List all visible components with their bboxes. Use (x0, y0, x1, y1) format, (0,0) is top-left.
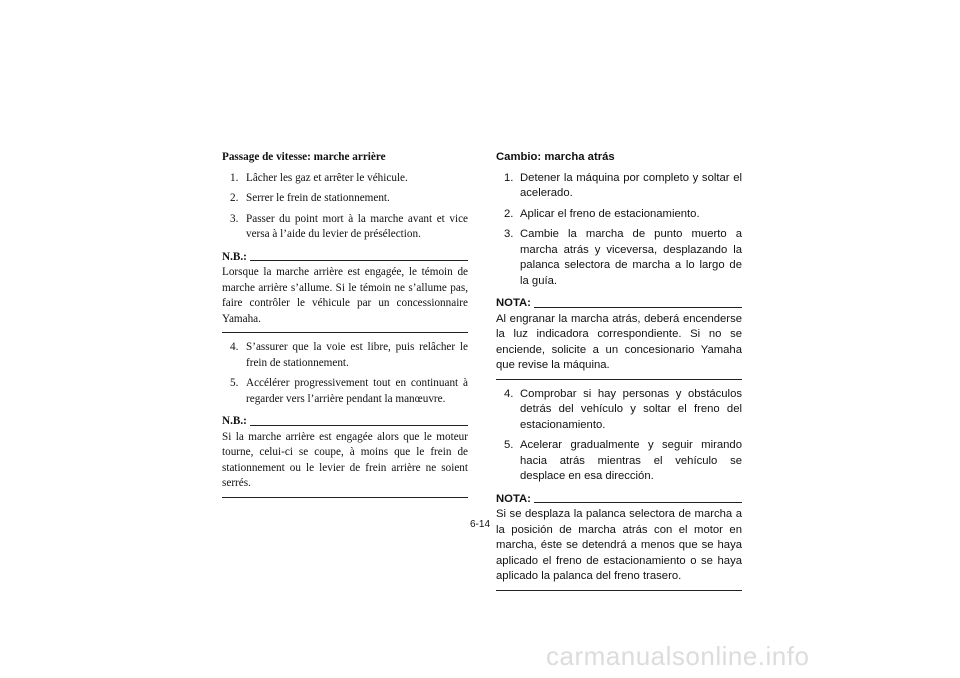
step-list (222, 340, 468, 407)
page-number: 6-14 (469, 519, 490, 530)
note-header (496, 296, 742, 312)
watermark: carmanualsonline.info (546, 641, 810, 671)
step-text: Passer du point mort à la marche avant et vice versa à l’aide du levier de présélection. (246, 212, 468, 240)
note-rule (534, 502, 742, 503)
list-item (222, 191, 468, 207)
list-item (222, 171, 468, 187)
step-list (496, 387, 742, 485)
step-number: 2. (230, 192, 239, 204)
note-header (222, 250, 468, 266)
list-item (496, 207, 742, 223)
spanish-column (496, 150, 742, 598)
step-text: Serrer le frein de stationnement. (246, 192, 390, 204)
step-text: S’assurer que la voie est libre, puis relâcher le frein de stationnement. (246, 341, 468, 369)
step-text: Acelerar gradualmente y seguir mirando hacia atrás mientras el vehículo se desplace en esa dirección. (520, 439, 742, 482)
list-item (222, 212, 468, 243)
note-text: Lorsque la marche arrière est engagée, le témoin de marche arrière s’allume. Si le témoin ne s’allume pas, faire contrôler le véhicule par un concessionnaire Yamaha. (222, 265, 468, 333)
step-list (496, 171, 742, 290)
step-number: 5. (504, 439, 514, 451)
step-number: 3. (230, 212, 239, 225)
note-text: Si la marche arrière est engagée alors que le moteur tourne, celui-ci se coupe, à moins que le frein de stationnement ou le levier de frein arrière ne soient serrés. (222, 430, 468, 498)
section-heading: Passage de vitesse: marche arrière (222, 151, 386, 163)
step-text: Accélérer progressivement tout en continuant à regarder vers l’arrière pendant la manœuvre. (246, 377, 468, 405)
step-text: Detener la máquina por completo y soltar el acelerado. (520, 171, 742, 199)
step-number: 4. (230, 341, 239, 353)
note-rule (250, 425, 468, 426)
french-column (222, 150, 468, 505)
step-number: 1. (230, 171, 239, 184)
step-number: 4. (504, 387, 514, 400)
step-text: Lâcher les gaz et arrêter le véhicule. (246, 171, 408, 184)
step-text: Cambie la marcha de punto muerto a marcha atrás y viceversa, desplazando la palanca selectora de marcha a lo largo de la guía. (520, 228, 742, 287)
list-item (496, 171, 742, 202)
note-rule (534, 307, 742, 308)
step-number: 1. (504, 171, 514, 184)
note-header (496, 492, 742, 508)
step-text: Comprobar si hay personas y obstáculos detrás del vehículo y soltar el freno del estacionamiento. (520, 387, 742, 431)
step-number: 3. (504, 228, 514, 240)
list-item (222, 376, 468, 407)
note-label: NOTA: (496, 297, 531, 309)
step-number: 5. (230, 377, 239, 389)
list-item (496, 227, 742, 289)
note-text: Al engranar la marcha atrás, deberá encenderse la luz indicadora correspondiente. Si no se enciende, solicite a un concesionario Yamaha que revise la máquina. (496, 312, 742, 380)
section-heading: Cambio: marcha atrás (496, 151, 615, 163)
note-label: NOTA: (496, 492, 531, 505)
note-label: N.B.: (222, 250, 247, 263)
list-item (496, 387, 742, 434)
list-item (496, 438, 742, 485)
step-text: Aplicar el freno de estacionamiento. (520, 207, 700, 220)
note-rule (250, 260, 468, 261)
list-item (222, 340, 468, 371)
note-text: Si se desplaza la palanca selectora de marcha a la posición de marcha atrás con el motor en marcha, éste se detendrá a menos que se haya aplicado el freno de estacionamiento o se haya aplicado la palanca del freno trasero. (496, 507, 742, 591)
note-label: N.B.: (222, 415, 247, 427)
note-header (222, 414, 468, 430)
step-list (222, 171, 468, 243)
step-number: 2. (504, 207, 514, 220)
